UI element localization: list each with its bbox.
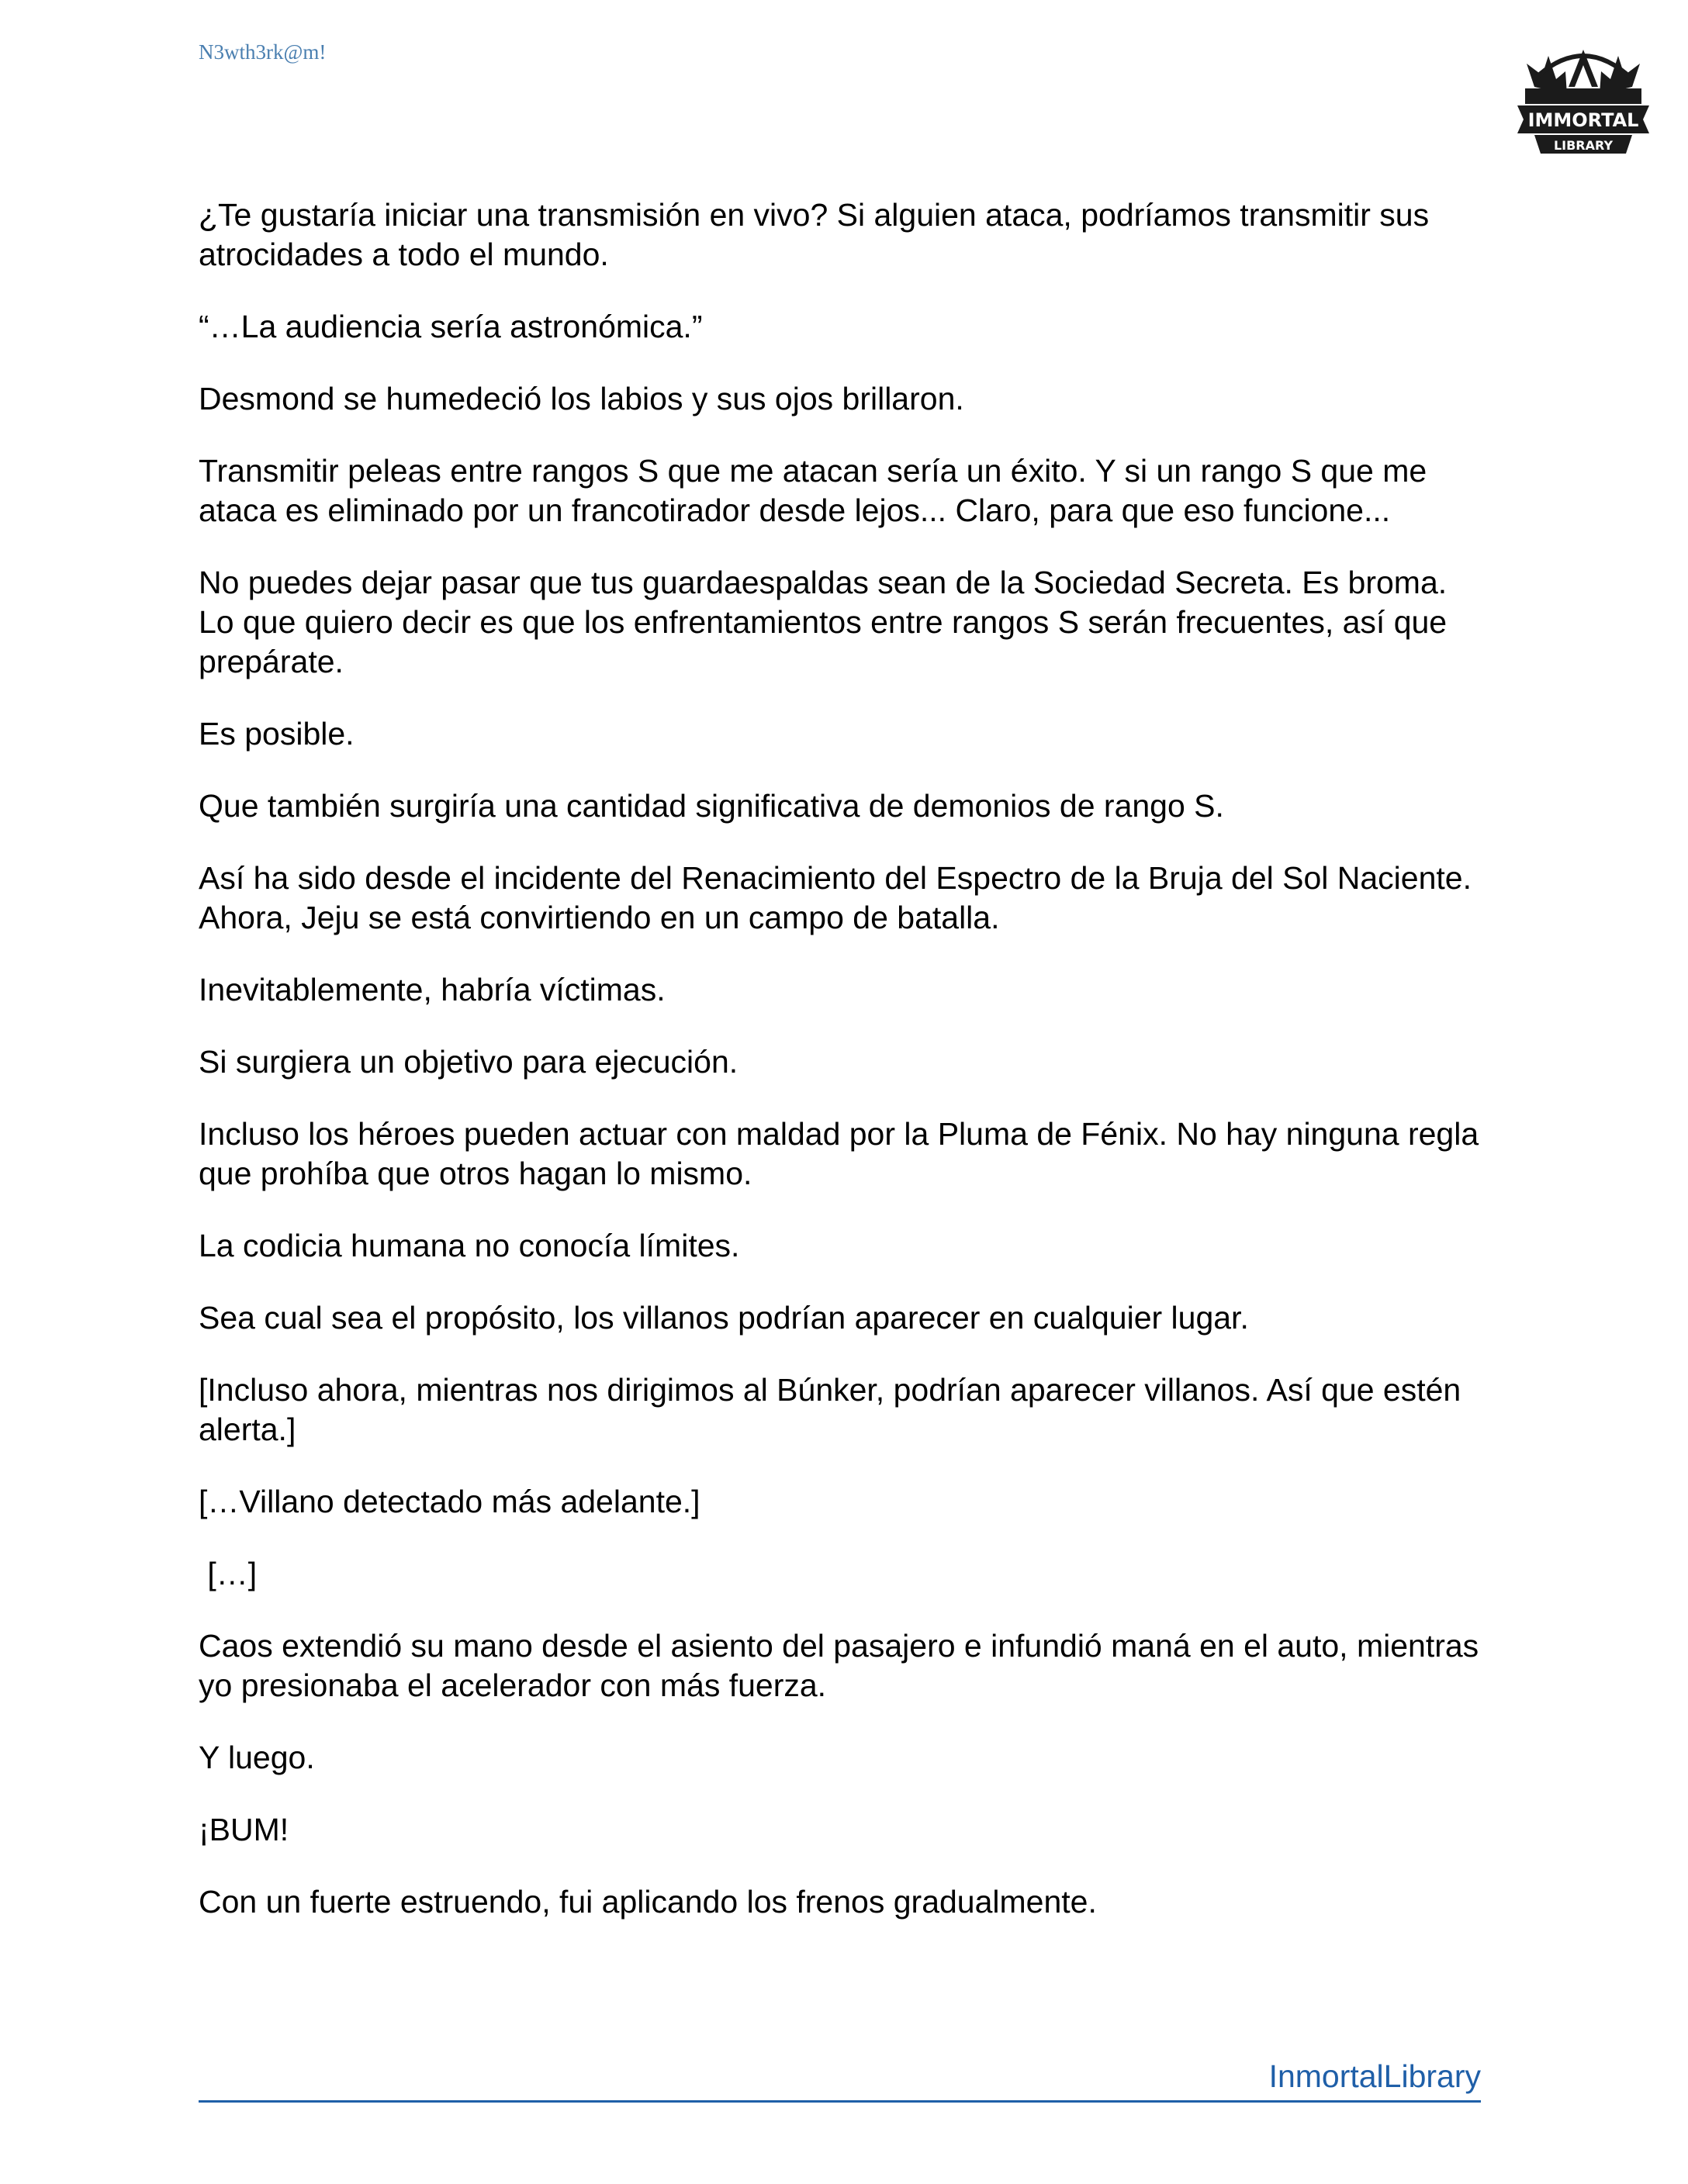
paragraph: ¿Te gustaría iniciar una transmisión en vivo? Si alguien ataca, podríamos transmitir sus atrocidades a todo el mundo. — [199, 197, 1438, 272]
paragraph: Y luego. — [199, 1740, 315, 1775]
immortal-library-logo-icon — [1511, 33, 1655, 158]
paragraph: Si surgiera un objetivo para ejecución. — [199, 1044, 738, 1080]
footer-link[interactable]: InmortalLibrary — [1268, 2058, 1481, 2094]
paragraph: Que también surgiría una cantidad significativa de demonios de rango S. — [199, 788, 1224, 824]
paragraph: […Villano detectado más adelante.] — [199, 1484, 700, 1519]
logo-line1: IMMORTAL — [1527, 109, 1639, 131]
paragraph: No puedes dejar pasar que tus guardaespaldas sean de la Sociedad Secreta. Es broma. Lo que quiero decir es que los enfrentamientos entre rangos S serán frecuentes, así que prepárate. — [199, 565, 1456, 679]
paragraph: Es posible. — [199, 716, 355, 752]
paragraph: Incluso los héroes pueden actuar con maldad por la Pluma de Fénix. No hay ninguna regla que prohíba que otros hagan lo mismo. — [199, 1116, 1488, 1191]
paragraph: Con un fuerte estruendo, fui aplicando los frenos gradualmente. — [199, 1884, 1097, 1920]
header-tag: N3wth3rk@m! — [199, 40, 327, 64]
footer — [199, 2057, 1481, 2103]
paragraph: Desmond se humedeció los labios y sus ojos brillaron. — [199, 381, 964, 416]
paragraph: Caos extendió su mano desde el asiento del pasajero e infundió maná en el auto, mientras yo presionaba el acelerador con más fuerza. — [199, 1628, 1488, 1703]
paragraph: ¡BUM! — [199, 1812, 289, 1847]
body-text — [199, 195, 1486, 1954]
paragraph: Transmitir peleas entre rangos S que me atacan sería un éxito. Y si un rango S que me ataca es eliminado por un francotirador desde lejos... Claro, para que eso funcione... — [199, 453, 1436, 528]
logo-line2: LIBRARY — [1553, 138, 1614, 153]
paragraph: Así ha sido desde el incidente del Renacimiento del Espectro de la Bruja del Sol Naciente. Ahora, Jeju se está convirtiendo en un campo de batalla. — [199, 860, 1479, 935]
paragraph: [Incluso ahora, mientras nos dirigimos al Búnker, podrían aparecer villanos. Así que estén alerta.] — [199, 1372, 1470, 1447]
paragraph: “…La audiencia sería astronómica.” — [199, 309, 703, 344]
paragraph: […] — [199, 1556, 258, 1591]
paragraph: La codicia humana no conocía límites. — [199, 1228, 740, 1263]
paragraph: Inevitablemente, habría víctimas. — [199, 972, 666, 1007]
paragraph: Sea cual sea el propósito, los villanos podrían aparecer en cualquier lugar. — [199, 1300, 1249, 1336]
